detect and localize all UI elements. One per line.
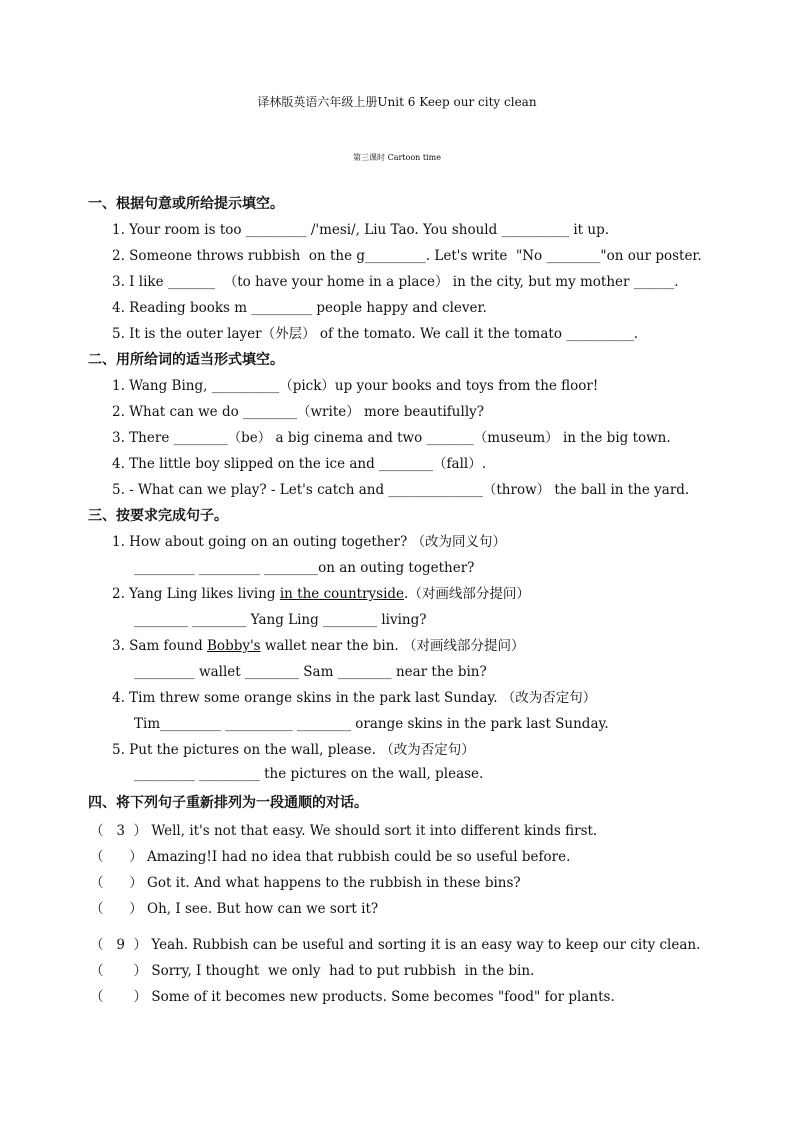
question-text: 3. Sam found bbox=[112, 638, 208, 654]
section-3-answer-5: _________ _________ the pictures on the wall, please. bbox=[134, 766, 484, 782]
section-1-heading: 一、根据句意或所给提示填空。 bbox=[88, 196, 284, 212]
dialogue-line-1: （ 3 ） Well, it's not that easy. We should sort it into different kinds first. bbox=[90, 823, 598, 839]
page-title: 译林版英语六年级上册Unit 6 Keep our city clean bbox=[257, 95, 537, 109]
section-3-question-1: 1. How about going on an outing together? （改为同义句） bbox=[112, 534, 506, 550]
page-subtitle: 第三课时 Cartoon time bbox=[353, 153, 441, 162]
section-3-answer-1: _________ _________ ________on an outing together? bbox=[134, 560, 475, 576]
section-3-heading: 三、按要求完成句子。 bbox=[88, 508, 228, 524]
section-2-question-3: 3. There ________（be） a big cinema and two _______（museum） in the big town. bbox=[112, 430, 671, 446]
section-1-question-2: 2. Someone throws rubbish on the g_________. Let's write "No ________"on our poster. bbox=[112, 248, 702, 264]
section-3-question-5: 5. Put the pictures on the wall, please. （改为否定句） bbox=[112, 742, 475, 758]
dialogue-line-5: （ 9 ） Yeah. Rubbish can be useful and sorting it is an easy way to keep our city clean. bbox=[90, 937, 701, 953]
section-3-answer-4: Tim_________ __________ ________ orange skins in the park last Sunday. bbox=[134, 716, 609, 732]
section-1-question-5: 5. It is the outer layer（外层） of the tomato. We call it the tomato __________. bbox=[112, 326, 639, 342]
section-1-question-3: 3. I like _______ （to have your home in a place） in the city, but my mother ______. bbox=[112, 274, 679, 290]
dialogue-line-7: （ ） Some of it becomes new products. Some becomes "food" for plants. bbox=[90, 989, 615, 1005]
section-3-question-2 bbox=[112, 584, 530, 604]
question-instruction: wallet near the bin. （对画线部分提问） bbox=[260, 638, 525, 654]
section-2-question-2: 2. What can we do ________（write） more beautifully? bbox=[112, 404, 485, 420]
section-2-question-4: 4. The little boy slipped on the ice and ________（fall）. bbox=[112, 456, 487, 472]
section-1-question-4: 4. Reading books m _________ people happy and clever. bbox=[112, 300, 487, 316]
section-2-question-5: 5. - What can we play? - Let's catch and ______________（throw） the ball in the yard. bbox=[112, 482, 690, 498]
dialogue-line-6: （ ） Sorry, I thought we only had to put rubbish in the bin. bbox=[90, 963, 535, 979]
section-3-answer-2: ________ ________ Yang Ling ________ living? bbox=[134, 612, 427, 628]
underlined-phrase: Bobby's bbox=[207, 638, 261, 654]
dialogue-line-3: （ ） Got it. And what happens to the rubbish in these bins? bbox=[90, 875, 521, 891]
section-3-answer-3: _________ wallet ________ Sam ________ near the bin? bbox=[134, 664, 487, 680]
section-2-heading: 二、用所给词的适当形式填空。 bbox=[88, 352, 284, 368]
dialogue-line-2: （ ） Amazing!I had no idea that rubbish could be so useful before. bbox=[90, 849, 571, 865]
section-2-question-1: 1. Wang Bing, __________（pick）up your books and toys from the floor! bbox=[112, 378, 599, 394]
section-3-question-4: 4. Tim threw some orange skins in the park last Sunday. （改为否定句） bbox=[112, 690, 597, 706]
section-4-heading: 四、将下列句子重新排列为一段通顺的对话。 bbox=[88, 795, 368, 811]
underlined-phrase: in the countryside bbox=[279, 586, 405, 602]
question-text: 2. Yang Ling likes living bbox=[112, 586, 280, 602]
section-3-question-3 bbox=[112, 636, 524, 656]
section-1-question-1: 1. Your room is too _________ /'mesi/, Liu Tao. You should __________ it up. bbox=[112, 222, 610, 238]
dialogue-line-4: （ ） Oh, I see. But how can we sort it? bbox=[90, 901, 379, 917]
question-instruction: .（对画线部分提问） bbox=[404, 586, 530, 602]
